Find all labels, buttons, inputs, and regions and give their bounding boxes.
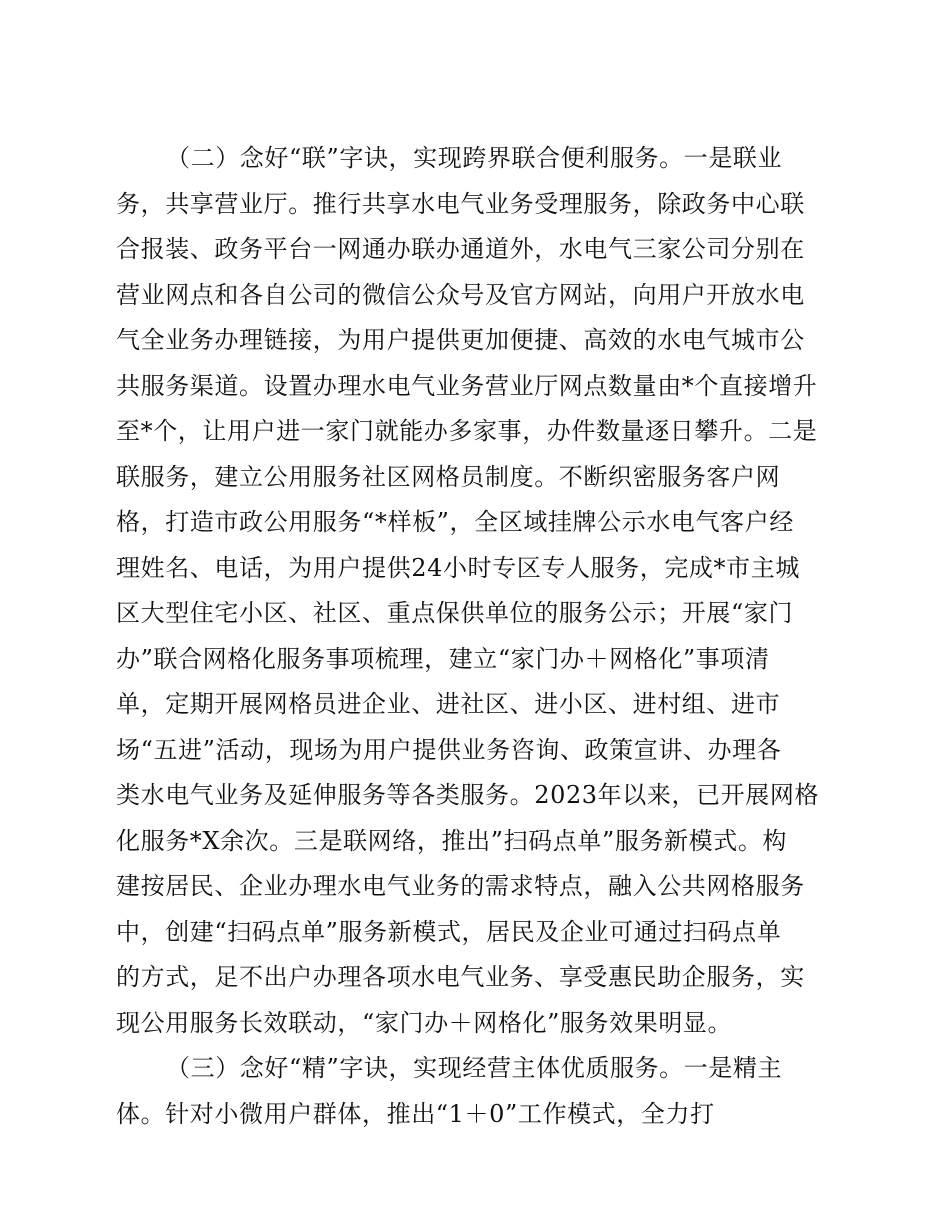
paragraph-section-three bbox=[116, 1046, 836, 1137]
text-line: 类水电气业务及延伸服务等各类服务。2023年以来，已开展网格 bbox=[116, 781, 820, 809]
text-line: 共服务渠道。设置办理水电气业务营业厅网点数量由*个直接增升 bbox=[116, 371, 818, 400]
document-body bbox=[116, 136, 836, 1137]
paragraph-section-two bbox=[116, 136, 836, 1046]
text-line: 联服务，建立公用服务社区网格员制度。不断织密服务客户网 bbox=[116, 462, 781, 491]
text-line: 格，打造市政公用服务“*样板”，全区域挂牌公示水电气客户经 bbox=[116, 508, 794, 536]
text-line: 至*个，让用户进一家门就能办多家事，办件数量逐日攀升。二是 bbox=[116, 417, 818, 445]
text-line: 场“五进”活动，现场为用户提供业务咨询、政策宣讲、办理各 bbox=[116, 735, 782, 764]
text-line: 区大型住宅小区、社区、重点保供单位的服务公示；开展“家门 bbox=[116, 599, 794, 627]
text-line: 单，定期开展网格员进企业、进社区、进小区、进村组、进市 bbox=[116, 690, 781, 718]
text-line: 办”联合网格化服务事项梳理，建立“家门办＋网格化”事项清 bbox=[116, 644, 770, 673]
text-line: 现公用服务长效联动，“家门办＋网格化”服务效果明显。 bbox=[116, 1008, 733, 1037]
text-line: 理姓名、电话，为用户提供24小时专区专人服务，完成*市主城 bbox=[116, 553, 800, 582]
text-line: 中，创建“扫码点单”服务新模式，居民及企业可通过扫码点单 bbox=[116, 917, 782, 946]
text-line: 务，共享营业厅。推行共享水电气业务受理服务，除政务中心联 bbox=[116, 189, 805, 218]
text-line: 体。针对小微用户群体，推出“1＋0”工作模式，全力打 bbox=[116, 1099, 715, 1128]
text-line: 建按居民、企业办理水电气业务的需求特点，融入公共网格服务 bbox=[116, 872, 805, 900]
text-line: （二）念好“联”字诀，实现跨界联合便利服务。一是联业 bbox=[166, 144, 783, 172]
text-line: 的方式，足不出户办理各项水电气业务、享受惠民助企服务，实 bbox=[116, 963, 805, 991]
text-line: 合报装、政务平台一网通办联办通道外，水电气三家公司分别在 bbox=[116, 235, 805, 263]
text-line: （三）念好“精”字诀，实现经营主体优质服务。一是精主 bbox=[166, 1054, 783, 1082]
text-line: 营业网点和各自公司的微信公众号及官方网站，向用户开放水电 bbox=[116, 280, 805, 309]
text-line: 气全业务办理链接，为用户提供更加便捷、高效的水电气城市公 bbox=[116, 326, 805, 354]
text-line: 化服务*X余次。三是联网络，推出”扫码点单”服务新模式。构 bbox=[116, 826, 788, 855]
